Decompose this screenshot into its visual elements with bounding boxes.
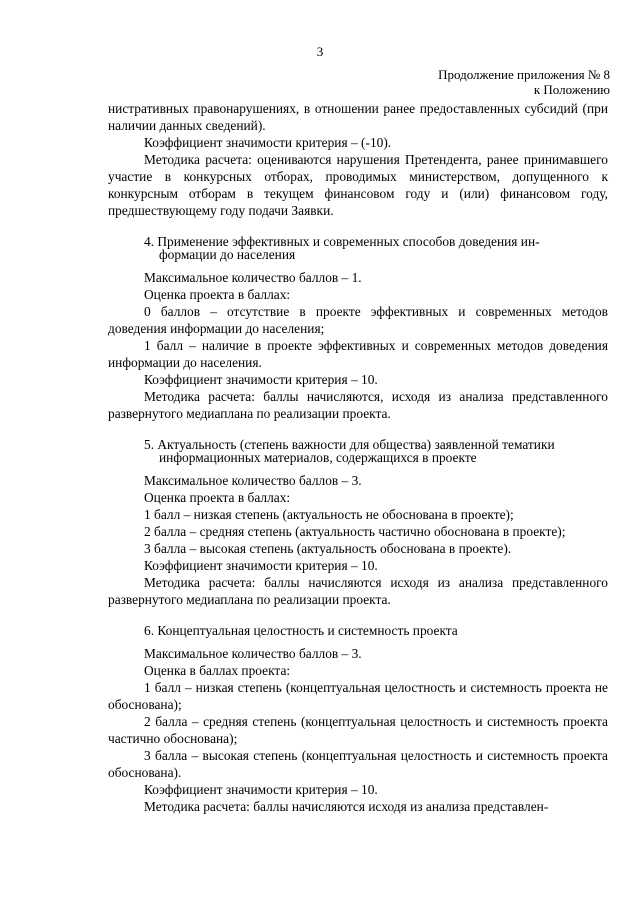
section-4-heading-line-2: формации до населения: [159, 247, 296, 262]
paragraph: 2 балла – средняя степень (актуальность частично обоснована в проекте);: [144, 524, 566, 539]
paragraph: Оценка в баллах проекта:: [144, 663, 291, 678]
paragraph: Коэффициент значимости критерия – 10.: [144, 558, 378, 573]
section-5-heading-line-2: информационных материалов, содержащихся в проекте: [159, 450, 477, 465]
paragraph: Методика расчета: баллы начисляются, исходя из анализа представленного развернутого медиаплана по реализации проекта.: [108, 389, 608, 421]
paragraph: 0 баллов – отсутствие в проекте эффективных и современных методов доведения информации до населения;: [108, 304, 608, 336]
paragraph: 1 балл – наличие в проекте эффективных и современных методов доведения информации до населения.: [108, 338, 608, 370]
document-body: [108, 100, 608, 815]
paragraph: Оценка проекта в баллах:: [144, 287, 291, 302]
section-6-heading: [108, 624, 608, 637]
section-5-heading: [108, 438, 608, 464]
paragraph: Максимальное количество баллов – 3.: [144, 646, 362, 661]
paragraph: 2 балла – средняя степень (концептуальная целостность и системность проекта частично обоснована);: [108, 714, 608, 746]
paragraph: Максимальное количество баллов – 1.: [144, 270, 362, 285]
paragraph: Методика расчета: баллы начисляются исходя из анализа представленного развернутого медиаплана по реализации проекта.: [108, 575, 608, 607]
paragraph: 3 балла – высокая степень (концептуальная целостность и системность проекта обоснована).: [108, 748, 608, 780]
paragraph: Коэффициент значимости критерия – 10.: [144, 782, 378, 797]
paragraph: Оценка проекта в баллах:: [144, 490, 291, 505]
appendix-line-1: Продолжение приложения № 8: [438, 67, 610, 82]
section-5-heading-line-1: 5. Актуальность (степень важности для общества) заявленной тематики: [144, 437, 555, 452]
paragraph: Максимальное количество баллов – 3.: [144, 473, 362, 488]
paragraph: Коэффициент значимости критерия – (-10).: [144, 135, 392, 150]
paragraph: 3 балла – высокая степень (актуальность обоснована в проекте).: [144, 541, 512, 556]
paragraph: Методика расчета: баллы начисляются исходя из анализа представлен-: [144, 799, 549, 814]
section-4-heading: [108, 235, 608, 261]
paragraph: 1 балл – низкая степень (концептуальная целостность и системность проекта не обоснована);: [108, 680, 608, 712]
paragraph: Коэффициент значимости критерия – 10.: [144, 372, 378, 387]
paragraph: 1 балл – низкая степень (актуальность не обоснована в проекте);: [144, 507, 514, 522]
section-4-heading-line-1: 4. Применение эффективных и современных способов доведения ин-: [144, 234, 540, 249]
paragraph: нистративных правонарушениях, в отношении ранее предоставленных субсидий (при наличии данных сведений).: [108, 101, 608, 133]
appendix-line-2: к Положению: [533, 82, 610, 97]
section-6-heading-line: 6. Концептуальная целостность и системность проекта: [144, 623, 458, 638]
paragraph: Методика расчета: оцениваются нарушения Претендента, ранее принимавшего участие в конкурсных отборах, проводимых министерством, допущенного к конкурсным отборам в текущем финансовом году и (или) финансовом году, предшествующему году подачи Заявки.: [108, 152, 608, 218]
page-number: 3: [316, 44, 324, 59]
appendix-reference: [438, 67, 610, 97]
